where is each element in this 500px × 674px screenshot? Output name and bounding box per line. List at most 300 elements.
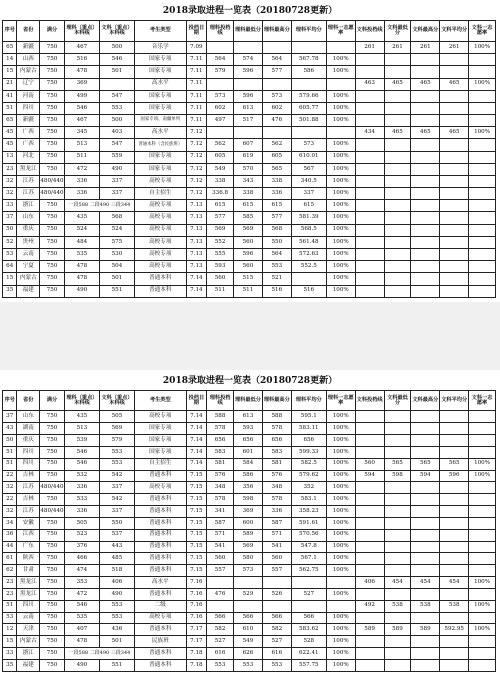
table-cell: 12 [3, 624, 17, 636]
table-cell: 565 [384, 458, 411, 470]
column-header: 文科最高分 [411, 21, 440, 42]
table-row [3, 261, 496, 273]
table-cell: 465 [411, 78, 440, 90]
table-cell: 45 [3, 127, 17, 139]
table-cell: 472 [64, 163, 99, 175]
table-cell [469, 411, 496, 423]
table-cell [355, 612, 384, 624]
table-cell: 61 [3, 553, 17, 565]
table-cell [384, 115, 411, 127]
column-header: 理科一志愿率 [326, 391, 355, 411]
table-cell [469, 541, 496, 553]
table-cell: 352 [291, 482, 326, 494]
table-cell: 100% [469, 42, 496, 54]
table-cell [384, 588, 411, 600]
table-cell [384, 435, 411, 447]
table-cell: 463 [355, 78, 384, 90]
table-cell [469, 517, 496, 529]
table-cell: 358.23 [291, 506, 326, 518]
table-cell [469, 66, 496, 78]
table-row [3, 506, 496, 518]
table-cell: 50 [3, 435, 17, 447]
table-cell: 261 [411, 42, 440, 54]
table-cell: 高校专项 [135, 236, 187, 248]
table-cell: 511 [64, 151, 99, 163]
table-cell: 546 [99, 54, 134, 66]
table-cell: 454 [440, 577, 469, 589]
table-cell: 100% [469, 458, 496, 470]
table-cell: 337 [99, 188, 134, 200]
table-cell [384, 411, 411, 423]
table-cell: 100% [326, 285, 355, 297]
table-cell [355, 529, 384, 541]
table-row [3, 273, 496, 285]
table-cell: 100% [326, 636, 355, 648]
table-cell: 589 [411, 624, 440, 636]
table-cell: 7.18 [186, 648, 207, 660]
table-cell: 100% [326, 506, 355, 518]
table-cell: 336 [262, 188, 291, 200]
table-cell: 51 [3, 446, 17, 458]
table-cell [440, 90, 469, 102]
table-cell [326, 577, 355, 589]
table-cell: 589 [234, 529, 263, 541]
table-cell: 435 [64, 411, 99, 423]
table-cell: 465 [384, 78, 411, 90]
table-cell: 750 [40, 577, 65, 589]
table-cell: 7.14 [186, 285, 207, 297]
table-cell: 613 [234, 102, 263, 114]
table-cell: 33 [3, 648, 17, 660]
table-cell [384, 636, 411, 648]
table-cell [355, 273, 384, 285]
sheet-page-2 [0, 370, 500, 674]
table-cell: 100% [326, 612, 355, 624]
table-cell: 二级 [135, 600, 187, 612]
table-cell: 100% [326, 588, 355, 600]
table-cell: 37 [3, 212, 17, 224]
table-cell: 四川 [17, 458, 40, 470]
table-cell [291, 78, 326, 90]
table-cell [411, 659, 440, 671]
table-cell: 592.95 [440, 624, 469, 636]
table-cell: 32 [3, 482, 17, 494]
table-cell: 750 [40, 659, 65, 671]
table-row [3, 435, 496, 447]
table-cell: 538 [440, 600, 469, 612]
table-cell [469, 565, 496, 577]
table-cell [384, 200, 411, 212]
column-header: 理科最低分 [234, 21, 263, 42]
table-cell: 535 [64, 612, 99, 624]
table-cell: 557.75 [291, 659, 326, 671]
table-cell: 578 [262, 423, 291, 435]
table-cell: 广西 [17, 139, 40, 151]
table-cell: 474 [64, 565, 99, 577]
table-cell [469, 102, 496, 114]
table-cell: 524 [64, 224, 99, 236]
table-cell: 山东 [17, 212, 40, 224]
table-cell: 454 [411, 577, 440, 589]
table-cell: 571 [207, 529, 234, 541]
page-title: 2018录取进程一览表（20180728更新） [162, 6, 338, 16]
table-cell: 黑龙江 [17, 588, 40, 600]
table-cell: 615 [207, 200, 234, 212]
table-cell: 348 [207, 482, 234, 494]
table-cell: 普通本科 [135, 541, 187, 553]
table-cell: 526 [262, 588, 291, 600]
table-cell: 555 [207, 249, 234, 261]
table-cell [291, 273, 326, 285]
table-row [3, 659, 496, 671]
table-cell: 602 [262, 102, 291, 114]
column-header: 理科（重点）本科线 [64, 21, 99, 42]
table-cell: 62 [3, 565, 17, 577]
table-cell [355, 517, 384, 529]
table-cell: 750 [40, 541, 65, 553]
table-cell: 100% [326, 659, 355, 671]
table-cell: 22 [3, 470, 17, 482]
table-cell: 750 [40, 648, 65, 660]
table-cell: 22 [3, 494, 17, 506]
table-cell [440, 224, 469, 236]
table-cell: 601 [234, 446, 263, 458]
table-cell: 甘肃 [17, 565, 40, 577]
table-cell: 100% [326, 139, 355, 151]
table-cell: 656 [207, 435, 234, 447]
table-cell: 518 [99, 565, 134, 577]
table-cell: 重庆 [17, 435, 40, 447]
table-cell: 616 [262, 648, 291, 660]
table-row [3, 494, 496, 506]
table-cell: 345 [64, 127, 99, 139]
table-cell: 586 [234, 470, 263, 482]
table-cell [469, 249, 496, 261]
table-cell: 584 [234, 458, 263, 470]
table-cell: 499 [64, 90, 99, 102]
column-header: 投档日期 [186, 391, 207, 411]
table-cell: 587 [262, 517, 291, 529]
table-cell [207, 78, 234, 90]
table-cell: 478 [64, 261, 99, 273]
table-cell: 538 [411, 600, 440, 612]
table-cell: 501 [99, 66, 134, 78]
table-cell: 陕西 [17, 553, 40, 565]
table-cell: 480/440 [40, 175, 65, 187]
table-cell: 521 [262, 273, 291, 285]
table-cell: 福建 [17, 285, 40, 297]
table-cell [355, 90, 384, 102]
table-cell [440, 648, 469, 660]
table-cell: 476 [207, 588, 234, 600]
table-row [3, 470, 496, 482]
table-cell [469, 90, 496, 102]
table-cell: 501.88 [291, 115, 326, 127]
table-cell [355, 423, 384, 435]
column-header: 投档日期 [186, 21, 207, 42]
table-cell [411, 54, 440, 66]
table-cell: 527 [207, 636, 234, 648]
table-cell: 45 [3, 139, 17, 151]
header-row [3, 391, 496, 411]
table-cell: 35 [3, 285, 17, 297]
table-cell: 100% [326, 458, 355, 470]
table-cell [411, 115, 440, 127]
table-cell: 7.15 [186, 470, 207, 482]
table-cell: 100% [326, 624, 355, 636]
table-cell: 575 [99, 236, 134, 248]
table-cell: 四川 [17, 102, 40, 114]
table-cell [207, 127, 234, 139]
table-cell [440, 249, 469, 261]
table-cell [440, 659, 469, 671]
table-cell: 407 [64, 624, 99, 636]
table-cell [440, 151, 469, 163]
table-cell: 340.5 [291, 175, 326, 187]
table-cell [355, 435, 384, 447]
table-cell: 541 [207, 541, 234, 553]
table-cell: 广西 [17, 127, 40, 139]
table-row [3, 54, 496, 66]
table-cell: 四川 [17, 446, 40, 458]
table-cell: 560 [355, 458, 384, 470]
table-cell: 重庆 [17, 224, 40, 236]
table-cell: 559 [99, 151, 134, 163]
column-header: 序号 [3, 21, 17, 42]
table-cell: 443 [99, 541, 134, 553]
table-cell: 100% [326, 66, 355, 78]
column-header: 满分 [40, 21, 65, 42]
table-cell: 安徽 [17, 517, 40, 529]
table-cell: 600 [234, 517, 263, 529]
table-cell: 35 [3, 659, 17, 671]
table-cell [469, 423, 496, 435]
table-cell [326, 127, 355, 139]
table-cell: 565 [411, 458, 440, 470]
column-header: 文科最低分 [384, 391, 411, 411]
table-row [3, 624, 496, 636]
table-cell: 336 [262, 506, 291, 518]
table-cell: 533 [64, 494, 99, 506]
table-cell: 553 [99, 458, 134, 470]
table-cell [355, 224, 384, 236]
table-cell: 国家专项 [135, 151, 187, 163]
table-cell: 36 [3, 529, 17, 541]
table-cell [355, 249, 384, 261]
table-cell: 普通本科 [135, 506, 187, 518]
table-cell: 7.15 [186, 565, 207, 577]
table-cell: 高校专项 [135, 200, 187, 212]
table-cell: 7.11 [186, 54, 207, 66]
table-cell: 570.56 [291, 529, 326, 541]
table-cell: 490 [99, 588, 134, 600]
table-row [3, 90, 496, 102]
table-cell [355, 163, 384, 175]
table-cell [440, 588, 469, 600]
table-cell: 348 [262, 482, 291, 494]
table-cell: 100% [326, 249, 355, 261]
table-cell [355, 66, 384, 78]
table-cell: 605 [207, 151, 234, 163]
table-cell [411, 529, 440, 541]
table-cell: 579.62 [291, 470, 326, 482]
table-cell: 581.39 [291, 212, 326, 224]
table-cell: 569 [99, 423, 134, 435]
table-cell [469, 612, 496, 624]
column-header: 文科投档线 [355, 21, 384, 42]
table-cell: 高校专项 [135, 212, 187, 224]
table-row [3, 163, 496, 175]
column-header: 文科一志愿率 [469, 391, 496, 411]
table-cell [469, 494, 496, 506]
table-cell: 589 [384, 624, 411, 636]
table-row [3, 446, 496, 458]
table-cell [440, 423, 469, 435]
table-cell: 336.8 [207, 188, 234, 200]
table-cell: 云南 [17, 612, 40, 624]
table-cell: 568 [99, 212, 134, 224]
table-cell: 750 [40, 200, 65, 212]
table-cell: 336 [64, 506, 99, 518]
table-cell [411, 151, 440, 163]
table-cell: 7.15 [186, 517, 207, 529]
table-row [3, 139, 496, 151]
table-cell: 民族班 [135, 636, 187, 648]
table-cell [411, 553, 440, 565]
table-cell [384, 66, 411, 78]
table-cell: 568 [262, 224, 291, 236]
table-cell [384, 236, 411, 248]
table-cell: 532 [64, 470, 99, 482]
table-cell [384, 139, 411, 151]
table-cell [469, 659, 496, 671]
table-cell: 7.15 [186, 494, 207, 506]
table-cell: 576 [262, 470, 291, 482]
table-cell [384, 54, 411, 66]
column-header: 文科最高分 [411, 391, 440, 411]
table-row [3, 423, 496, 435]
table-cell: 65 [3, 42, 17, 54]
table-cell: 国家专项 [135, 90, 187, 102]
table-cell [469, 188, 496, 200]
table-cell [469, 273, 496, 285]
table-cell: 750 [40, 54, 65, 66]
table-cell: 32 [3, 506, 17, 518]
table-cell: 615 [234, 200, 263, 212]
table-cell: 100% [326, 236, 355, 248]
table-cell: 7.14 [186, 411, 207, 423]
table-cell: 261 [384, 42, 411, 54]
table-cell [411, 482, 440, 494]
table-cell [384, 529, 411, 541]
table-cell: 561.48 [291, 236, 326, 248]
table-cell: 普通本科 [135, 648, 187, 660]
table-cell [355, 212, 384, 224]
column-header: 理科投档线 [207, 21, 234, 42]
table-row [3, 517, 496, 529]
table-row [3, 42, 496, 54]
table-cell: 33 [3, 200, 17, 212]
table-cell: 750 [40, 163, 65, 175]
table-cell [469, 506, 496, 518]
table-cell: 100% [469, 600, 496, 612]
table-cell: 64 [3, 261, 17, 273]
table-cell: 467 [64, 42, 99, 54]
page-gap [0, 302, 500, 370]
table-cell [411, 212, 440, 224]
table-cell: 750 [40, 458, 65, 470]
table-cell: 566 [291, 612, 326, 624]
table-cell [291, 600, 326, 612]
table-row [3, 612, 496, 624]
table-cell [411, 411, 440, 423]
table-cell: 485 [99, 553, 134, 565]
table-cell [469, 236, 496, 248]
table-cell [384, 151, 411, 163]
table-cell: 普通本科 [135, 553, 187, 565]
column-header: 文科平均分 [440, 21, 469, 42]
table-cell: 596 [234, 66, 263, 78]
table-cell [384, 163, 411, 175]
table-cell: 100% [326, 115, 355, 127]
table-cell: 100% [326, 261, 355, 273]
table-cell [355, 565, 384, 577]
table-cell: 588 [207, 411, 234, 423]
table-row [3, 188, 496, 200]
column-header: 理科（重点）本科线 [64, 391, 99, 411]
table-cell [355, 506, 384, 518]
table-cell: 338 [234, 188, 263, 200]
column-header: 文科（重点）本科线 [99, 391, 134, 411]
table-cell: 一段588 二段490 三段344 [64, 200, 134, 212]
table-cell: 557 [207, 565, 234, 577]
table-cell: 552 [207, 236, 234, 248]
table-cell: 750 [40, 127, 65, 139]
table-cell: 261 [440, 42, 469, 54]
table-cell: 577 [262, 66, 291, 78]
table-cell: 750 [40, 600, 65, 612]
column-header: 文科一志愿率 [469, 21, 496, 42]
table-cell [469, 588, 496, 600]
table-cell: 100% [326, 529, 355, 541]
table-cell [440, 529, 469, 541]
table-cell: 普通本科 [135, 285, 187, 297]
table-row [3, 529, 496, 541]
table-cell [411, 273, 440, 285]
table-cell: 黑龙江 [17, 577, 40, 589]
table-cell: 546 [64, 102, 99, 114]
table-cell: 553 [99, 600, 134, 612]
table-cell: 100% [326, 446, 355, 458]
table-cell: 593 [207, 261, 234, 273]
table-cell: 750 [40, 115, 65, 127]
column-header: 理科平均分 [291, 391, 326, 411]
table-cell: 750 [40, 273, 65, 285]
table-cell: 750 [40, 249, 65, 261]
column-header: 文科（重点）本科线 [99, 21, 134, 42]
table-cell: 615 [291, 200, 326, 212]
table-cell: 宁夏 [17, 261, 40, 273]
table-cell: 普通本科 [135, 659, 187, 671]
table-cell: 546 [64, 600, 99, 612]
table-cell: 7.11 [186, 102, 207, 114]
table-cell [469, 151, 496, 163]
table-cell: 568.5 [291, 224, 326, 236]
table-cell: 7.11 [186, 90, 207, 102]
table-cell: 53 [3, 612, 17, 624]
admission-table [2, 390, 496, 672]
table-cell: 505 [99, 411, 134, 423]
